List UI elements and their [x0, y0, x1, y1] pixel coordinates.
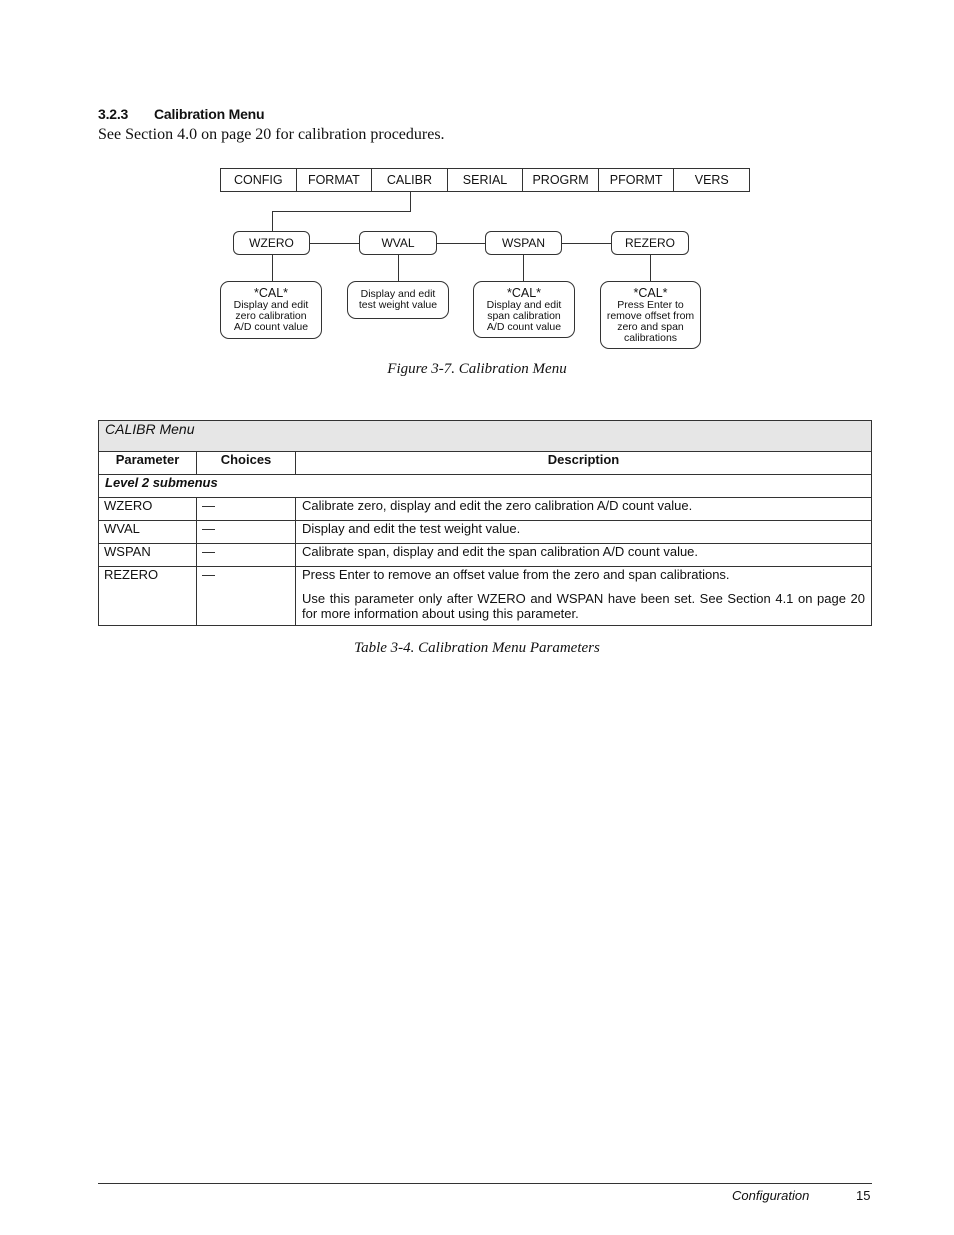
intro-paragraph: See Section 4.0 on page 20 for calibration procedures. — [98, 126, 445, 143]
table-row — [99, 544, 872, 567]
leaf-wzero-line1: Display and edit — [233, 299, 309, 311]
table-title-row — [99, 421, 872, 452]
leaf-wspan — [473, 281, 575, 338]
connector-wval-leaf — [398, 255, 399, 281]
table-caption: Table 3-4. Calibration Menu Parameters — [354, 640, 600, 656]
connector-rezero-leaf — [650, 255, 651, 281]
leaf-wzero — [220, 281, 322, 339]
description-line-1: Press Enter to remove an offset value from the zero and span calibrations. — [302, 567, 730, 582]
top-menu-bar — [220, 168, 750, 192]
menu-item-serial: SERIAL — [448, 169, 524, 191]
leaf-wspan-line2: span calibration — [487, 309, 561, 322]
description-line-2: Use this parameter only after WZERO and WSPAN have been set. See Section 4.1 on page 20 for more information about using this parameter. — [302, 591, 865, 621]
table-subheading-row — [99, 475, 872, 498]
submenu-wzero: WZERO — [233, 231, 310, 255]
cell-choices: — — [197, 544, 296, 567]
cell-description: Calibrate zero, display and edit the zero calibration A/D count value. — [296, 498, 872, 521]
leaf-rezero-cal: *CAL* — [633, 285, 668, 300]
menu-item-format: FORMAT — [297, 169, 373, 191]
connector-to-wzero — [272, 211, 273, 231]
leaf-wspan-line1: Display and edit — [486, 298, 562, 311]
footer-section-name: Configuration — [732, 1188, 810, 1203]
submenu-wval: WVAL — [359, 231, 437, 255]
submenu-wspan: WSPAN — [485, 231, 562, 255]
section-heading — [98, 106, 264, 122]
leaf-rezero-line4: calibrations — [623, 331, 678, 344]
leaf-wzero-line2: zero calibration — [235, 310, 307, 322]
menu-item-config: CONFIG — [221, 169, 297, 191]
parameters-table — [98, 420, 872, 626]
header-description: Description — [296, 452, 872, 475]
leaf-wval-line2: test weight value — [358, 299, 438, 311]
connector-wzero-leaf — [272, 255, 273, 281]
table-row — [99, 521, 872, 544]
connector-submenus — [300, 243, 640, 244]
cell-choices: — — [197, 567, 296, 626]
footer-page-number: 15 — [856, 1188, 871, 1203]
table-subheading: Level 2 submenus — [99, 475, 872, 498]
cell-choices: — — [197, 521, 296, 544]
header-choices: Choices — [197, 452, 296, 475]
leaf-rezero-line1: Press Enter to — [617, 298, 684, 311]
cell-description: Calibrate span, display and edit the span calibration A/D count value. — [296, 544, 872, 567]
table-header-row — [99, 452, 872, 475]
cell-parameter: REZERO — [99, 567, 197, 626]
figure-caption: Figure 3-7. Calibration Menu — [387, 361, 567, 377]
cell-description — [296, 567, 872, 626]
table-row — [99, 498, 872, 521]
cell-description: Display and edit the test weight value. — [296, 521, 872, 544]
leaf-wspan-cal: *CAL* — [506, 285, 542, 300]
submenu-rezero: REZERO — [611, 231, 689, 255]
footer-divider — [98, 1183, 872, 1184]
cell-parameter: WSPAN — [99, 544, 197, 567]
menu-item-vers: VERS — [694, 173, 729, 187]
leaf-wspan-line3: A/D count value — [486, 320, 562, 333]
menu-item-progrm: PROGRM — [523, 169, 599, 191]
leaf-wval — [347, 281, 449, 319]
header-parameter: Parameter — [99, 452, 197, 475]
table-title: CALIBR Menu — [99, 421, 872, 452]
leaf-rezero-line2: remove offset from — [606, 309, 695, 322]
cell-parameter: WVAL — [99, 521, 197, 544]
leaf-rezero-line3: zero and span — [617, 320, 684, 333]
section-number: 3.2.3 — [98, 106, 129, 122]
leaf-wzero-line3: A/D count value — [233, 321, 309, 333]
cell-parameter: WZERO — [99, 498, 197, 521]
cell-choices: — — [197, 498, 296, 521]
section-title: Calibration Menu — [154, 106, 265, 122]
leaf-wzero-cal: *CAL* — [253, 286, 289, 300]
leaf-wval-line1: Display and edit — [360, 288, 436, 300]
table-row — [99, 567, 872, 626]
connector-calibr-down — [410, 192, 411, 212]
menu-item-pformt: PFORMT — [599, 169, 675, 191]
leaf-rezero — [600, 281, 701, 349]
connector-horizontal-top — [272, 211, 411, 212]
menu-item-calibr: CALIBR — [372, 169, 448, 191]
connector-wspan-leaf — [523, 255, 524, 281]
